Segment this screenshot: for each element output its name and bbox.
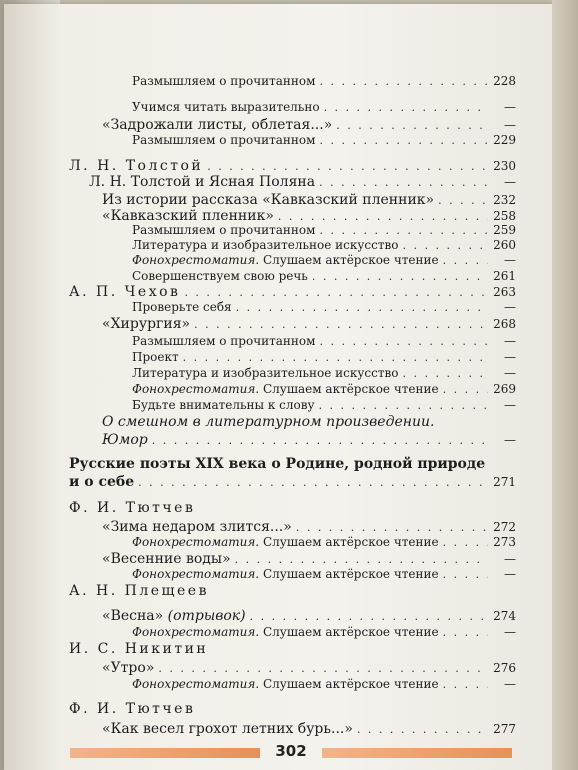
toc-entry-title-main: Фонохрестоматия. <box>132 253 260 267</box>
toc-entry-page: — <box>504 300 516 314</box>
toc-entry <box>102 117 516 133</box>
toc-entry-title-main: «Зима недаром злится...» <box>102 519 292 535</box>
leader-dots <box>443 626 488 639</box>
toc-entry <box>102 208 516 224</box>
toc-entry-title <box>69 474 134 490</box>
toc-entry-title-main: и о себе <box>69 474 135 490</box>
toc-entry-page: 229 <box>493 133 516 147</box>
toc-entry <box>132 535 516 549</box>
toc-entry-title <box>102 551 231 567</box>
toc-entry-title-main: Фонохрестоматия. <box>132 625 260 639</box>
toc-entry <box>132 100 516 114</box>
leader-dots <box>319 335 488 348</box>
toc-entry-title <box>132 74 315 88</box>
toc-entry <box>132 223 516 237</box>
toc-entry <box>132 677 516 691</box>
toc-entry-title <box>102 608 246 624</box>
toc-entry-title-main: Размышляем о прочитанном <box>132 133 316 147</box>
toc-entry-title-main: Совершенствуем свою речь <box>132 269 308 283</box>
leader-dots <box>443 536 488 549</box>
leader-dots <box>183 351 488 364</box>
toc-entry-title-main: «Задрожали листы, облетая...» <box>102 117 333 133</box>
toc-entry-title-main: Из истории рассказа «Кавказский пленник» <box>102 192 435 208</box>
toc-entry-title <box>132 100 320 114</box>
toc-entry-title-main: Литература и изобразительное искусство <box>132 366 399 380</box>
toc-entry-title <box>132 366 399 380</box>
toc-entry-page: — <box>504 350 516 364</box>
toc-entry-page: — <box>504 118 516 132</box>
toc-entry-title <box>102 192 434 208</box>
leader-dots <box>296 521 488 534</box>
toc-entry <box>132 253 516 267</box>
toc-entry-title-rest: (отрывок) <box>163 608 246 624</box>
toc-entry-title-rest: Слушаем актёрское чтение <box>259 535 439 549</box>
toc-entry-title-main: Ф. И. Тютчев <box>69 701 196 717</box>
toc-entry-page: 258 <box>493 209 516 223</box>
toc-entry-title <box>132 535 439 549</box>
toc-entry <box>89 174 516 190</box>
toc-entry <box>69 158 516 174</box>
toc-entry <box>132 74 516 88</box>
toc-entry <box>102 551 516 567</box>
toc-entry-title <box>132 238 399 252</box>
toc-entry-title <box>89 174 315 190</box>
toc-entry-title <box>102 316 190 332</box>
toc-entry-title-main: Размышляем о прочитанном <box>132 223 316 237</box>
toc-entry-page: 269 <box>493 382 516 396</box>
toc-entry <box>69 474 516 490</box>
toc-entry-title-main: Фонохрестоматия. <box>132 677 260 691</box>
toc-entry-page: 271 <box>493 475 516 489</box>
toc-entry-title <box>102 660 154 676</box>
leader-dots <box>319 176 488 189</box>
toc-entry-title-main: Проверьте себя <box>132 300 232 314</box>
toc-entry-title <box>132 300 232 314</box>
leader-dots <box>403 367 489 380</box>
toc-entry-page: 230 <box>493 159 516 173</box>
toc-entry-title <box>132 677 439 691</box>
toc-entry-title-main: Л. Н. Толстой и Ясная Поляна <box>89 174 316 190</box>
toc-entry-title-main: Юмор <box>102 432 148 448</box>
toc-entry-page: 274 <box>493 609 516 623</box>
leader-dots <box>207 160 488 173</box>
toc-entry-title <box>102 208 274 224</box>
leader-dots <box>319 224 488 237</box>
toc-entry-title-main: Фонохрестоматия. <box>132 382 260 396</box>
toc-entry-page: — <box>504 625 516 639</box>
toc-entry <box>132 625 516 639</box>
toc-entry-title-main: Размышляем о прочитанном <box>132 74 316 88</box>
toc-entry <box>69 583 516 599</box>
leader-dots <box>443 383 488 396</box>
toc-entry-page: 276 <box>493 661 516 675</box>
leader-dots <box>443 254 488 267</box>
toc-entry-page: 228 <box>493 74 516 88</box>
toc-entry-title-main: Учимся читать выразительно <box>132 100 320 114</box>
leader-dots <box>278 210 488 223</box>
toc-entry-title <box>132 398 315 412</box>
toc-entry-title <box>102 519 292 535</box>
toc-entry-title-main: «Весенние воды» <box>102 551 231 567</box>
toc-entry <box>132 366 516 380</box>
toc-entry-title-main: А. Н. Плещеев <box>69 583 209 599</box>
toc-entry-title-main: И. С. Никитин <box>69 641 209 657</box>
toc-entry-title <box>102 117 332 133</box>
toc-entry-title-rest: Слушаем актёрское чтение <box>259 625 439 639</box>
toc-entry-title <box>102 721 353 737</box>
toc-entry-title <box>69 701 195 717</box>
toc-entry-page: — <box>504 567 516 581</box>
toc-entry-title <box>102 414 434 430</box>
toc-entry-title <box>69 158 203 174</box>
toc-entry <box>132 300 516 314</box>
toc-entry-title-main: Литература и изобразительное искусство <box>132 238 399 252</box>
toc-entry <box>132 238 516 252</box>
leader-dots <box>194 318 488 331</box>
toc-entry-title <box>102 432 148 448</box>
toc-entry-title-main: «Весна» <box>102 608 164 624</box>
toc-entry <box>132 133 516 147</box>
toc-entry-title-main: «Хирургия» <box>102 316 191 332</box>
toc-entry-page: — <box>504 175 516 189</box>
toc-entry-page: 259 <box>493 223 516 237</box>
toc-entry-title-main: «Утро» <box>102 660 155 676</box>
footer-decor-right <box>322 748 512 758</box>
toc-entry <box>69 641 516 657</box>
toc-entry <box>132 334 516 348</box>
toc-entry-title <box>132 334 315 348</box>
toc-entry <box>132 350 516 364</box>
toc-entry <box>102 608 516 624</box>
toc-entry-title-main: Проект <box>132 350 179 364</box>
toc-entry-title <box>69 500 195 516</box>
book-page <box>4 4 552 770</box>
toc-entry <box>132 567 516 581</box>
table-of-contents <box>4 4 552 770</box>
toc-entry-page: 261 <box>493 269 516 283</box>
leader-dots <box>184 286 488 299</box>
toc-entry-title <box>132 253 439 267</box>
toc-entry-title-main: Фонохрестоматия. <box>132 567 260 581</box>
toc-entry-title-rest: Слушаем актёрское чтение <box>259 253 439 267</box>
leader-dots <box>403 239 489 252</box>
toc-entry-title-main: «Как весел грохот летних бурь...» <box>102 721 353 737</box>
toc-entry-title-main: «Кавказский пленник» <box>102 208 274 224</box>
toc-entry-title <box>132 350 179 364</box>
toc-entry-title-rest: Слушаем актёрское чтение <box>259 382 439 396</box>
toc-entry <box>132 269 516 283</box>
toc-entry <box>132 382 516 396</box>
toc-entry-page: 272 <box>493 520 516 534</box>
toc-entry-page: — <box>504 253 516 267</box>
toc-entry-page: — <box>504 366 516 380</box>
leader-dots <box>250 610 488 623</box>
toc-entry <box>102 660 516 676</box>
toc-entry-title-main: Размышляем о прочитанном <box>132 334 316 348</box>
toc-entry-page: 277 <box>493 722 516 736</box>
toc-entry <box>102 519 516 535</box>
toc-entry <box>69 284 516 300</box>
toc-entry-page: 263 <box>493 285 516 299</box>
page-number: 302 <box>275 742 307 760</box>
leader-dots <box>158 662 488 675</box>
toc-entry <box>69 701 516 717</box>
toc-entry-title-main: Фонохрестоматия. <box>132 535 260 549</box>
toc-entry-title-main: А. П. Чехов <box>69 284 181 300</box>
toc-entry-title <box>132 133 315 147</box>
leader-dots <box>312 270 488 283</box>
next-page-edge <box>552 0 578 770</box>
toc-entry <box>69 500 516 516</box>
toc-entry <box>102 432 516 448</box>
toc-entry-page: — <box>504 677 516 691</box>
toc-entry <box>102 721 516 737</box>
leader-dots <box>319 399 488 412</box>
toc-entry-title <box>69 456 485 472</box>
leader-dots <box>357 723 488 736</box>
footer-decor-left <box>70 748 260 758</box>
toc-entry-title <box>132 625 439 639</box>
toc-entry-title <box>132 382 439 396</box>
leader-dots <box>443 678 488 691</box>
toc-entry-page: — <box>504 100 516 114</box>
toc-entry-title-main: Будьте внимательны к слову <box>132 398 315 412</box>
toc-entry <box>102 316 516 332</box>
toc-entry-page: 268 <box>493 317 516 331</box>
leader-dots <box>235 553 488 566</box>
toc-entry-title-main: Ф. И. Тютчев <box>69 500 196 516</box>
toc-entry-page: — <box>504 398 516 412</box>
leader-dots <box>443 568 488 581</box>
toc-entry-title <box>69 583 209 599</box>
leader-dots <box>319 134 488 147</box>
toc-entry-title-main: Л. Н. Толстой <box>69 158 204 174</box>
toc-entry-title-main: О смешном в литературном произведении. <box>102 414 435 430</box>
toc-entry <box>102 192 516 208</box>
toc-entry-page: — <box>504 433 516 447</box>
toc-entry-page: — <box>504 334 516 348</box>
toc-entry-page: 232 <box>493 193 516 207</box>
toc-entry-title <box>132 567 439 581</box>
leader-dots <box>152 434 488 447</box>
toc-entry-title-main: Русские поэты XIX века о Родине, родной природе <box>69 456 486 472</box>
toc-entry <box>132 398 516 412</box>
toc-entry-title <box>132 223 315 237</box>
leader-dots <box>319 75 488 88</box>
toc-entry-title-rest: Слушаем актёрское чтение <box>259 567 439 581</box>
leader-dots <box>324 101 488 114</box>
leader-dots <box>138 476 488 489</box>
leader-dots <box>336 119 488 132</box>
leader-dots <box>438 194 488 207</box>
toc-entry <box>102 414 516 430</box>
toc-entry-title <box>132 269 308 283</box>
toc-entry-page: 273 <box>493 535 516 549</box>
toc-entry-title-rest: Слушаем актёрское чтение <box>259 677 439 691</box>
leader-dots <box>236 301 488 314</box>
toc-entry <box>69 456 516 472</box>
toc-entry-title <box>69 641 208 657</box>
toc-entry-title <box>69 284 180 300</box>
toc-entry-page: — <box>504 552 516 566</box>
toc-entry-page: 260 <box>493 238 516 252</box>
